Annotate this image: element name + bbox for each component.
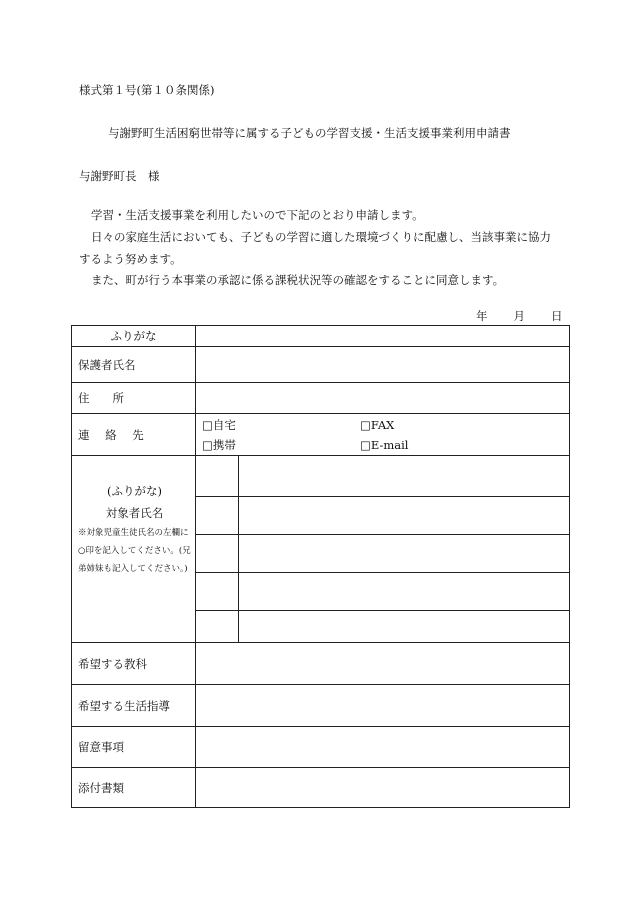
- row-desired-life-guidance: [72, 685, 570, 727]
- address-label: 住 所: [72, 383, 196, 414]
- contact-home-checkbox[interactable]: □自宅: [202, 417, 236, 432]
- target-mark-cell[interactable]: [196, 611, 239, 643]
- target-name-field[interactable]: [239, 535, 570, 573]
- contact-email-checkbox[interactable]: □E-mail: [360, 437, 409, 452]
- row-guardian-name: [72, 347, 570, 383]
- application-form-table: [71, 325, 570, 808]
- paragraph-consent: また、町が行う本事業の承認に係る課税状況等の確認をすることに同意します。: [91, 273, 505, 287]
- target-name-field[interactable]: [239, 497, 570, 535]
- row-contact: [72, 414, 570, 456]
- contact-field: [196, 414, 570, 456]
- target-mark-cell[interactable]: [196, 456, 239, 497]
- target-furigana-label: (ふりがな): [107, 484, 162, 498]
- target-note: ※対象児童生徒氏名の左欄に○印を記入してください。(兄弟姉妹も記入してください。): [78, 528, 191, 574]
- row-notes: [72, 727, 570, 768]
- addressee: 与謝野町長 様: [79, 169, 160, 183]
- target-mark-cell[interactable]: [196, 573, 239, 611]
- row-target-1: [72, 456, 570, 497]
- row-address: [72, 383, 570, 414]
- desired-subjects-label: 希望する教科: [72, 643, 196, 685]
- target-mark-cell[interactable]: [196, 497, 239, 535]
- target-name-label-cell: [72, 456, 196, 643]
- target-name-field[interactable]: [239, 611, 570, 643]
- target-name-label: 対象者氏名: [105, 506, 164, 520]
- desired-life-guidance-field[interactable]: [196, 685, 570, 727]
- notes-label: 留意事項: [72, 727, 196, 768]
- guardian-name-field[interactable]: [196, 347, 570, 383]
- target-name-field[interactable]: [239, 456, 570, 497]
- paragraph-cooperate: 日々の家庭生活においても、子どもの学習に適した環境づくりに配慮し、当該事業に協力するよう努めます。: [79, 230, 551, 266]
- date-month-label: 月: [513, 309, 525, 323]
- document-title: 与謝野町生活困窮世帯等に属する子どもの学習支援・生活支援事業利用申請書: [108, 126, 511, 140]
- contact-label: 連 絡 先: [72, 414, 196, 456]
- address-field[interactable]: [196, 383, 570, 414]
- date-year-label: 年: [476, 309, 488, 323]
- date-line: [476, 308, 563, 324]
- desired-subjects-field[interactable]: [196, 643, 570, 685]
- attachments-field[interactable]: [196, 768, 570, 808]
- form-number: 様式第１号(第１０条関係): [79, 83, 215, 97]
- row-desired-subjects: [72, 643, 570, 685]
- contact-fax-checkbox[interactable]: □FAX: [360, 417, 395, 432]
- paragraph-apply: 学習・生活支援事業を利用したいので下記のとおり申請します。: [91, 208, 424, 222]
- attachments-label: 添付書類: [72, 768, 196, 808]
- desired-life-guidance-label: 希望する生活指導: [72, 685, 196, 727]
- furigana-label: ふりがな: [72, 326, 196, 347]
- date-day-label: 日: [551, 309, 563, 323]
- row-attachments: [72, 768, 570, 808]
- contact-mobile-checkbox[interactable]: □携帯: [202, 437, 236, 452]
- guardian-name-label: 保護者氏名: [72, 347, 196, 383]
- notes-field[interactable]: [196, 727, 570, 768]
- furigana-field[interactable]: [196, 326, 570, 347]
- target-name-field[interactable]: [239, 573, 570, 611]
- target-mark-cell[interactable]: [196, 535, 239, 573]
- row-furigana: [72, 326, 570, 347]
